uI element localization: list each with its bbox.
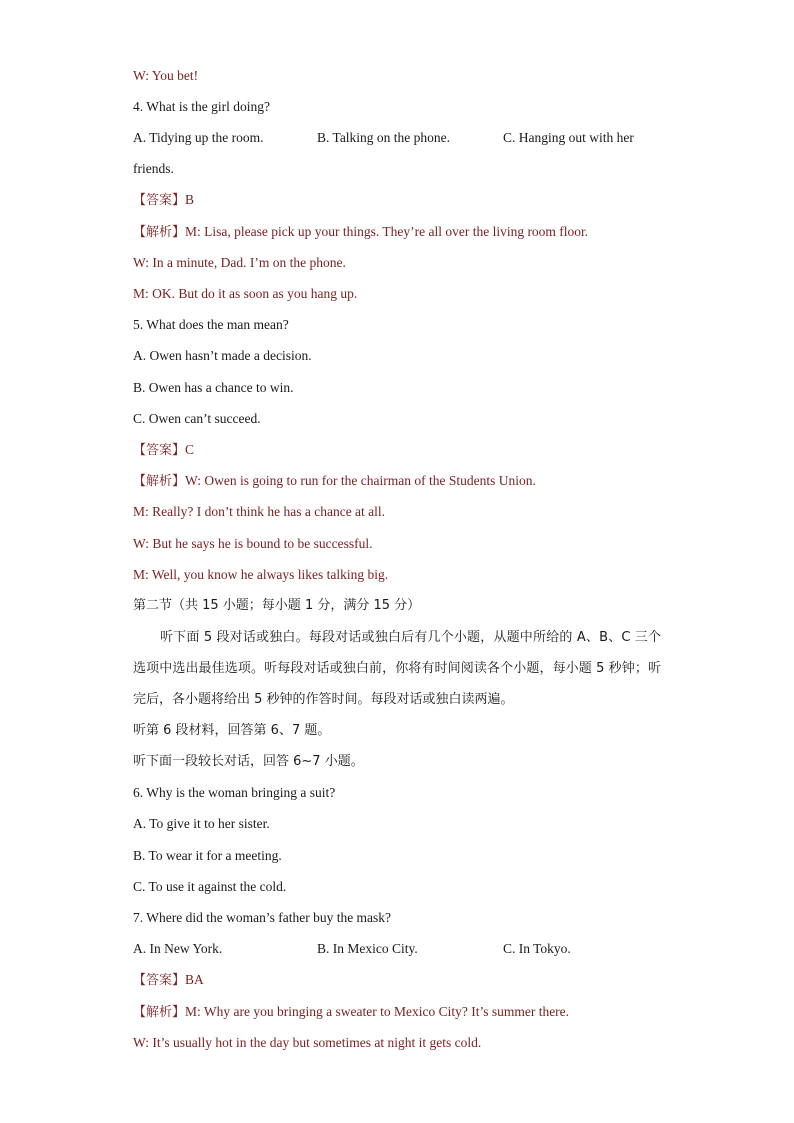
segment-6-heading: 听第 6 段材料，回答第 6、7 题。: [133, 723, 331, 738]
answer-6-7: 【答案】BA: [133, 972, 204, 988]
dialogue-line: W: In a minute, Dad. I’m on the phone.: [133, 255, 346, 270]
question-6: 6. Why is the woman bringing a suit?: [133, 785, 336, 800]
option-b: B. Owen has a chance to win.: [133, 380, 294, 395]
section-2-heading: 第二节（共 15 小题；每小题 1 分，满分 15 分）: [133, 598, 421, 613]
question-5: 5. What does the man mean?: [133, 317, 289, 332]
option-a: A. Owen hasn’t made a decision.: [133, 348, 312, 363]
answer-4: 【答案】B: [133, 192, 195, 208]
option-c-continued: friends.: [133, 161, 174, 176]
option-c: C. To use it against the cold.: [133, 879, 287, 894]
option-c: C. Hanging out with her: [503, 130, 634, 145]
option-c: C. Owen can’t succeed.: [133, 411, 261, 426]
option-b: B. To wear it for a meeting.: [133, 848, 282, 863]
question-7: 7. Where did the woman’s father buy the mask?: [133, 910, 392, 925]
segment-6-subheading: 听下面一段较长对话，回答 6~7 小题。: [133, 754, 364, 769]
answer-5: 【答案】C: [133, 442, 195, 458]
explanation-5: 【解析】W: Owen is going to run for the chairman of the Students Union.: [133, 473, 536, 489]
explanation-4: 【解析】M: Lisa, please pick up your things. They’re all over the living room floor.: [133, 224, 589, 240]
explanation-6-7: 【解析】M: Why are you bringing a sweater to Mexico City? It’s summer there.: [133, 1004, 570, 1020]
dialogue-line: M: Well, you know he always likes talking big.: [133, 567, 389, 582]
question-4: 4. What is the girl doing?: [133, 99, 270, 114]
option-a: A. To give it to her sister.: [133, 816, 270, 831]
dialogue-line: W: But he says he is bound to be successful.: [133, 536, 373, 551]
option-b: B. Talking on the phone.: [317, 130, 451, 145]
option-b: B. In Mexico City.: [317, 941, 418, 956]
option-c: C. In Tokyo.: [503, 941, 571, 956]
option-a: A. In New York.: [133, 941, 223, 956]
dialogue-line: W: It’s usually hot in the day but sometimes at night it gets cold.: [133, 1035, 482, 1050]
section-instructions: 听下面 5 段对话或独白。每段对话或独白后有几个小题，从题中所给的 A、B、C 三个选项中选出最佳选项。听每段对话或独白前，你将有时间阅读各个小题，每小题 5 秒钟；听完后，各小题将给出 5 秒钟的作答时间。每段对话或独白读两遍。: [133, 630, 661, 707]
dialogue-line: W: You bet!: [133, 68, 199, 83]
dialogue-line: M: OK. But do it as soon as you hang up.: [133, 286, 358, 301]
option-a: A. Tidying up the room.: [133, 130, 264, 145]
dialogue-line: M: Really? I don’t think he has a chance at all.: [133, 504, 386, 519]
